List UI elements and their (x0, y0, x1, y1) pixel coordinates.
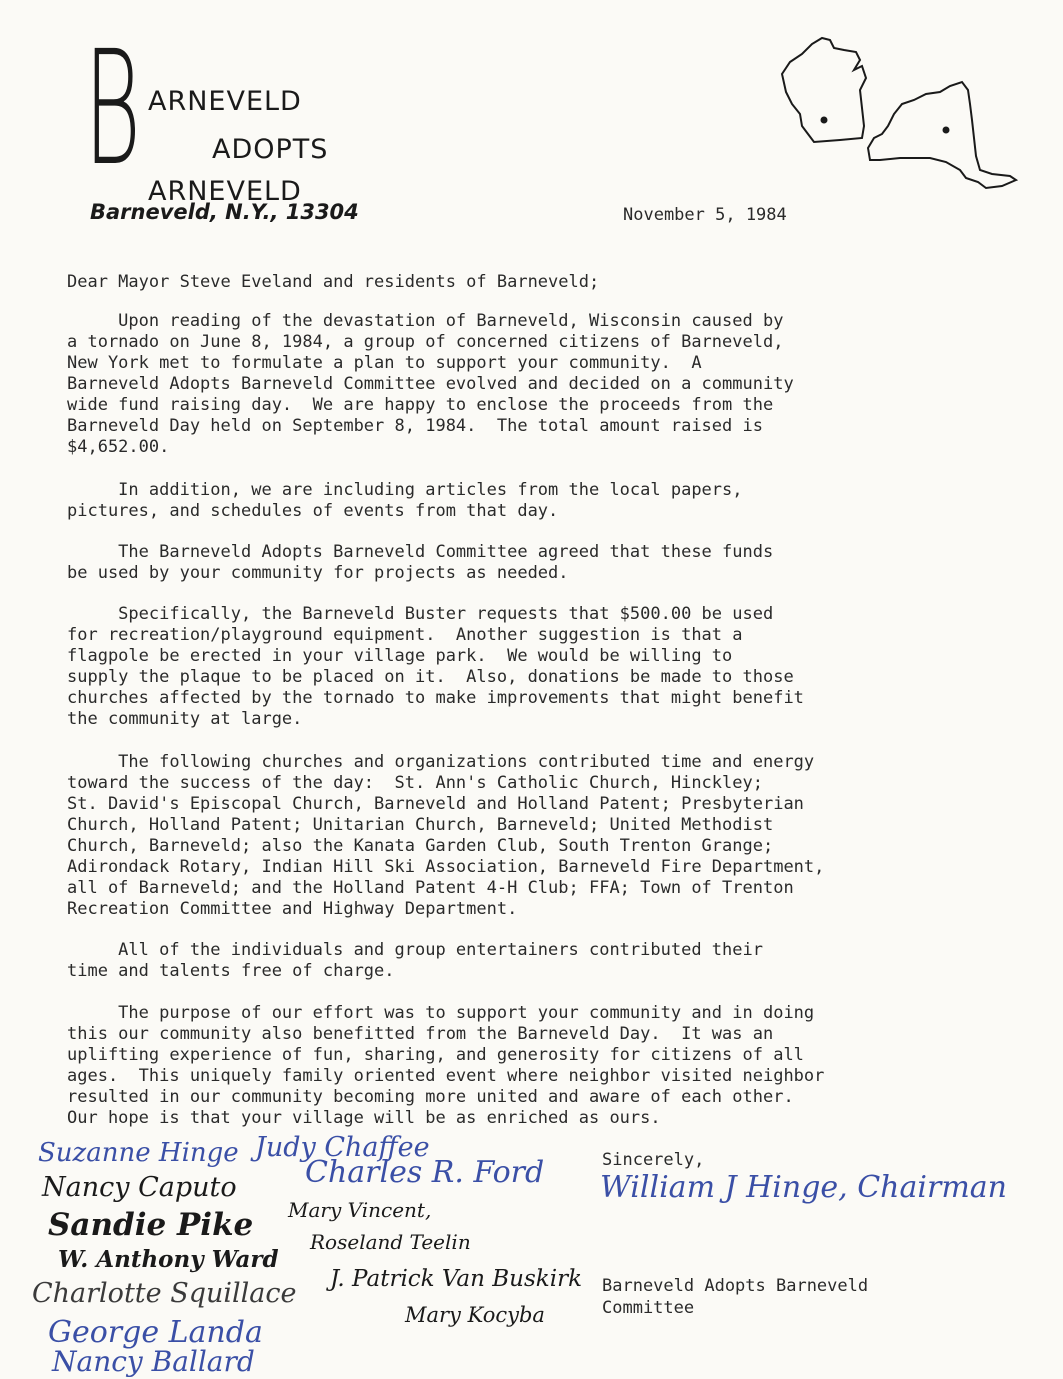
body-paragraph-2: In addition, we are including articles from the local papers, pictures, and schedules of events from that day. (67, 480, 743, 521)
signature-charlotte-squillace: Charlotte Squillace (32, 1278, 297, 1309)
chairman-signature: William J Hinge, Chairman (600, 1170, 1007, 1205)
signature-sandie-pike: Sandie Pike (48, 1207, 254, 1243)
signature-charles-ford: Charles R. Ford (305, 1155, 545, 1190)
signature-roseland-teelin: Roseland Teelin (310, 1230, 471, 1254)
body-paragraph-5: The following churches and organizations contributed time and energy toward the success of the day: St. Ann's Catholic Church, Hinckley; St. David's Episcopal Church, Barneveld and Holland Patent; Presbyterian Church, Holland Patent; Unitarian Church, Barneveld; United Methodist Church, Barneveld; also the Kanata Garden Club, South Trenton Grange; Adirondack Rotary, Indian Hill Ski Association, Barneveld Fire Department, all of Barneveld; and the Holland Patent 4-H Club; FFA; Town of Trenton Recreation Committee and Highway Department. (67, 752, 825, 919)
signature-judy-chaffee: Judy Chaffee (255, 1132, 430, 1163)
letterhead-line-3: ARNEVELD (148, 176, 302, 207)
body-paragraph-6: All of the individuals and group entertainers contributed their time and talents free of charge. (67, 940, 763, 981)
newyork-barneveld-dot (943, 127, 950, 134)
signature-nancy-ballard: Nancy Ballard (52, 1345, 255, 1378)
signature-patrick-van-buskirk: J. Patrick Van Buskirk (330, 1266, 583, 1292)
signature-mary-vincent: Mary Vincent, (288, 1198, 432, 1222)
wisconsin-outline (782, 38, 866, 142)
letterhead-logo (84, 17, 354, 207)
letterhead-line-2: ADOPTS (212, 134, 329, 165)
body-paragraph-7: The purpose of our effort was to support your community and in doing this our community also benefitted from the Barneveld Day. It was an uplifting experience of fun, sharing, and generosity for citizens of all ages. This uniquely family oriented event where neighbor visited neighbor resulted in our community becoming more united and aware of each other. Our hope is that your village will be as enriched as ours. (67, 1003, 825, 1128)
letterhead-line-1: ARNEVELD (148, 86, 302, 117)
letterhead-address: Barneveld, N.Y., 13304 (90, 200, 359, 224)
body-paragraph-3: The Barneveld Adopts Barneveld Committee agreed that these funds be used by your community for projects as needed. (67, 542, 774, 583)
body-paragraph-4: Specifically, the Barneveld Buster requests that $500.00 be used for recreation/playground equipment. Another suggestion is that a flagpole be erected in your village park. We would be willing to supply the plaque to be placed on it. Also, donations be made to those churches affected by the tornado to make improvements that might benefit the community at large. (67, 604, 804, 729)
signature-mary-kocyba: Mary Kocyba (405, 1303, 545, 1327)
wisconsin-newyork-map-icon (770, 30, 1020, 195)
body-paragraph-1: Upon reading of the devastation of Barneveld, Wisconsin caused by a tornado on June 8, 1984, a group of concerned citizens of Barneveld, New York met to formulate a plan to support your community. A Barneveld Adopts Barneveld Committee evolved and decided on a community wide fund raising day. We are happy to enclose the proceeds from the Barneveld Day held on September 8, 1984. The total amount raised is $4,652.00. (67, 311, 794, 457)
signature-suzanne-hinge: Suzanne Hinge (38, 1138, 239, 1168)
committee-name: Barneveld Adopts Barneveld Committee (602, 1276, 869, 1318)
wisconsin-barneveld-dot (821, 117, 828, 124)
signature-george-landa: George Landa (48, 1315, 263, 1350)
letterhead-initial: B (84, 17, 141, 201)
salutation: Dear Mayor Steve Eveland and residents of Barneveld; (67, 272, 600, 292)
closing: Sincerely, (602, 1150, 705, 1170)
signature-nancy-caputo: Nancy Caputo (42, 1172, 237, 1203)
signature-w-anthony-ward: W. Anthony Ward (58, 1246, 279, 1273)
letter-date: November 5, 1984 (623, 205, 787, 225)
newyork-outline (868, 82, 1016, 188)
